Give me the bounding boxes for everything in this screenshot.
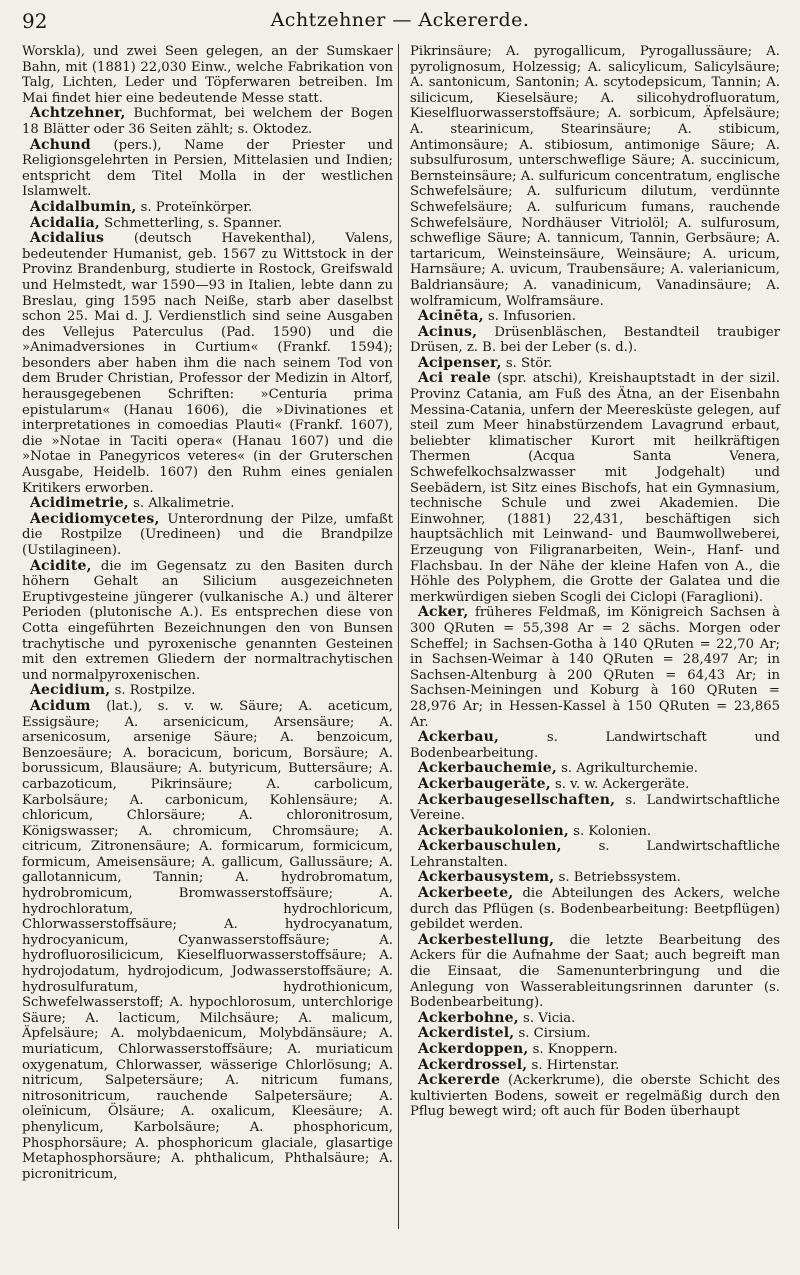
- dictionary-entry: [410, 870, 780, 886]
- dictionary-entry: [22, 699, 393, 1182]
- entry-headword: Ackerbau,: [418, 729, 500, 746]
- dictionary-entry: [410, 1058, 780, 1074]
- dictionary-entry: [410, 839, 780, 870]
- entry-text: die letzte Bearbeitung des Ackers für die Aufnahme der Saat; auch begreift man die Einsaat, die Samenunterbringung und die Anlegung von Wasserableitungsrinnen darunter (s. Bodenbearbeitung).: [410, 932, 780, 1011]
- entry-headword: Ackerbaukolonien,: [418, 822, 569, 839]
- left-column: [22, 44, 393, 1182]
- dictionary-entry: [410, 309, 780, 325]
- entry-headword: Ackerdrossel,: [418, 1056, 528, 1073]
- entry-headword: Ackerbaugesellschaften,: [418, 791, 616, 808]
- dictionary-entry: [22, 512, 393, 559]
- dictionary-entry: [410, 730, 780, 761]
- entry-text: s. Landwirtschaft und Bodenbearbeitung.: [410, 730, 780, 761]
- entry-text: s. Landwirtschaftliche Lehranstalten.: [410, 839, 780, 870]
- entry-text: (spr. atschi), Kreishauptstadt in der sizil. Provinz Catania, am Fuß des Ätna, an der Eisenbahn Messina-Catania, unfern der Meeresküste gelegen, auf steil zum Meer hinabstürzendem Lavagrund erbaut, beliebter klimatischer Kurort mit heilkräftigen Thermen (Acqua Santa Venera, Schwefelkochsalzwasser mit Jodgehalt) und Seebädern, ist Sitz eines Bischofs, hat ein Gymnasium, technische Schule und zwei Akademien. Die Einwohner, (1881) 22,431, beschäftigen sich hauptsächlich mit Leinwand- und Baumwollweberei, Erzeugung von Filigranarbeiten, Wein-, Hanf- und Flachsbau. In der Nähe der kleine Hafen von A., die Höhle des Polyphem, die Grotte der Galatea und die merkwürdigen sieben Scogli dei Ciclopi (Faraglioni).: [410, 371, 780, 605]
- dictionary-entry: [22, 138, 393, 200]
- dictionary-entry: [410, 761, 780, 777]
- entry-text: früheres Feldmaß, im Königreich Sachsen à 300 QRuten = 55,398 Ar = 2 sächs. Morgen oder Scheffel; in Sachsen-Gotha à 140 QRuten = 22,70 Ar; in Sachsen-Weimar à 140 QRuten = 28,497 Ar; in Sachsen-Altenburg à 200 QRuten = 64,43 Ar; in Sachsen-Meiningen und Koburg à 160 QRuten = 28,976 Ar; in Hessen-Kassel à 150 QRuten = 23,865 Ar.: [410, 605, 780, 730]
- entry-headword: Acidalbumin,: [30, 198, 137, 215]
- entry-text: s. Alkalimetrie.: [133, 496, 235, 512]
- entry-headword: Ackerbaugeräte,: [418, 775, 551, 792]
- dictionary-entry: [410, 371, 780, 605]
- entry-text: s. Knoppern.: [532, 1042, 618, 1057]
- entry-headword: Ackerbauchemie,: [418, 760, 557, 777]
- entry-headword: Acker,: [418, 604, 469, 621]
- dictionary-entry: [22, 559, 393, 684]
- entry-headword: Acidum: [30, 697, 91, 714]
- entry-text: s. Stör.: [505, 355, 553, 371]
- entry-text: s. Agrikulturchemie.: [561, 761, 698, 777]
- entry-text: Pikrinsäure; A. pyrogallicum, Pyrogallussäure; A. pyrolignosum, Holzessig; A. salicylicum, Salicylsäure; A. santonicum, Santonin; A. scytodepsicum, Tannin; A. silicicum, Kieselsäure; A. silicohydrofluoratum, Kieselfluorwasserstoffsäure; A. sorbicum, Äpfelsäure; A. stearinicum, Stearinsäure; A. stibicum, Antimonsäure; A. stibiosum, antimonige Säure; A. subsulfurosum, unterschweflige Säure; A. succinicum, Bernsteinsäure; A. sulfuricum concentratum, englische Schwefelsäure; A. sulfuricum dilutum, verdünnte Schwefelsäure; A. sulfuricum fumans, rauchende Schwefelsäure, Nordhäuser Vitriolöl; A. sulfurosum, schweflige Säure; A. tannicum, Tannin, Gerbsäure; A. tartaricum, Weinsteinsäure, Weinsäure; A. uricum, Harnsäure; A. uvicum, Traubensäure; A. valerianicum, Baldriansäure; A. vanadinicum, Vanadinsäure; A. wolframicum, Wolframsäure.: [410, 44, 780, 309]
- dictionary-entry: [410, 777, 780, 793]
- running-head: Achtzehner — Ackererde.: [270, 9, 530, 31]
- entry-headword: Ackerbeete,: [418, 885, 514, 902]
- entry-headword: Acidimetrie,: [30, 495, 129, 512]
- entry-headword: Ackerdistel,: [418, 1025, 515, 1042]
- entry-text: s. Betriebssystem.: [558, 870, 681, 886]
- entry-headword: Acidalia,: [30, 214, 100, 231]
- dictionary-entry: [22, 44, 393, 106]
- dictionary-entry: [410, 1011, 780, 1027]
- entry-headword: Achund: [30, 136, 91, 153]
- entry-headword: Ackerbestellung,: [418, 931, 555, 948]
- entry-headword: Ackererde: [418, 1072, 501, 1089]
- entry-text: s. Infusorien.: [488, 309, 576, 325]
- dictionary-entry: [22, 200, 393, 216]
- entry-text: (Ackerkrume), die oberste Schicht des kultivierten Bodens, soweit er regelmäßig durch den Pflug bewegt wird; oft auch für Boden überhaupt: [410, 1073, 780, 1120]
- column-divider: [398, 44, 399, 1229]
- dictionary-entry: [410, 824, 780, 840]
- dictionary-entry: [410, 1026, 780, 1042]
- dictionary-entry: [410, 356, 780, 372]
- entry-headword: Acidite,: [30, 557, 92, 574]
- entry-headword: Aecidiomycetes,: [30, 510, 160, 527]
- entry-text: die im Gegensatz zu den Basiten durch höhern Gehalt an Silicium ausgezeichneten Eruptivgesteine jüngerer (vulkanische A.) und älterer Perioden (plutonische A.). Es entsprechen diese von Cotta eingeführten Bezeichnungen den von Bunsen trachytische und pyroxenische genannten Gesteinen mit den extremen Gliedern der normaltrachytischen und normalpyroxenischen.: [22, 558, 393, 683]
- dictionary-entry: [22, 106, 393, 137]
- entry-headword: Achtzehner,: [30, 105, 126, 122]
- entry-headword: Aecidium,: [30, 682, 111, 699]
- dictionary-entry: [22, 231, 393, 496]
- right-column: [410, 44, 780, 1120]
- entry-text: die Abteilungen des Ackers, welche durch das Pflügen (s. Bodenbearbeitung: Beetpflügen) gebildet werden.: [410, 886, 780, 933]
- dictionary-entry: [410, 325, 780, 356]
- dictionary-entry: [22, 216, 393, 232]
- entry-text: s. Hirtenstar.: [531, 1057, 620, 1073]
- entry-text: s. Rostpilze.: [114, 683, 196, 699]
- entry-headword: Aci reale: [418, 370, 491, 387]
- dictionary-entry: [410, 933, 780, 1011]
- entry-headword: Acipenser,: [418, 354, 502, 371]
- dictionary-entry: [410, 1042, 780, 1058]
- entry-text: Unterordnung der Pilze, umfaßt die Rostpilze (Uredineen) und die Brandpilze (Ustilagineen).: [22, 511, 393, 558]
- page-header: [22, 9, 778, 39]
- entry-text: (pers.), Name der Priester und Religionsgelehrten in Persien, Mittelasien und Indien; entspricht dem Titel Molla in der westlichen Islamwelt.: [22, 137, 393, 200]
- entry-text: s. Vicia.: [523, 1010, 576, 1026]
- entry-text: (deutsch Havekenthal), Valens, bedeutender Humanist, geb. 1567 zu Wittstock in der Provinz Brandenburg, studierte in Rostock, Greifswald und Helmstedt, war 1590—93 in Italien, lebte dann zu Breslau, ging 1595 nach Neiße, starb aber daselbst schon 25. Mai d. J. Verdienstlich sind seine Ausgaben des Vellejus Paterculus (Pad. 1590) und die »Animadversiones in Curtium« (Frankf. 1594); besonders aber haben ihm die nach seinem Tod von dem Bruder Christian, Professor der Medizin in Altorf, herausgegebenen Schriften: »Centuria prima epistularum« (Hanau 1606), die »Divinationes et interpretationes in comoedias Plauti« (Frankf. 1607), die »Notae in Taciti opera« (Hanau 1607) und die »Notae in Panegyricos veteres« (in der Gruterschen Ausgabe, Heidelb. 1607) den Ruhm eines genialen Kritikers erworben.: [22, 231, 393, 496]
- entry-headword: Ackerbohne,: [418, 1009, 519, 1026]
- page-number: 92: [22, 9, 48, 33]
- entry-text: Drüsenbläschen, Bestandteil traubiger Drüsen, z. B. bei der Leber (s. d.).: [410, 324, 780, 356]
- dictionary-entry: [410, 1073, 780, 1120]
- entry-text: s. v. w. Ackergeräte.: [555, 776, 690, 792]
- entry-text: s. Cirsium.: [518, 1026, 591, 1042]
- entry-text: Buchformat, bei welchem der Bogen 18 Blätter oder 36 Seiten zählt; s. Oktodez.: [22, 106, 393, 137]
- dictionary-entry: [22, 683, 393, 699]
- entry-text: s. Kolonien.: [573, 823, 652, 839]
- entry-text: (lat.), s. v. w. Säure; A. aceticum, Essigsäure; A. arsenicicum, Arsensäure; A. arsenicosum, arsenige Säure; A. benzoicum, Benzoesäure; A. boracicum, boricum, Borsäure; A. borussicum, Blausäure; A. butyricum, Buttersäure; A. carbazoticum, Pikrinsäure; A. carbolicum, Karbolsäure; A. carbonicum, Kohlensäure; A. chloricum, Chlorsäure; A. chloronitrosum, Königswasser; A. chromicum, Chromsäure; A. citricum, Zitronensäure; A. formicarum, formicicum, formicum, Ameisensäure; A. gallicum, Gallussäure; A. gallotannicum, Tannin; A. hydrobromatum, hydrobromicum, Bromwasserstoffsäure; A. hydrochloratum, hydrochloricum, Chlorwasserstoffsäure; A. hydrocyanatum, hydrocyanicum, Cyanwasserstoffsäure; A. hydrofluorosilicicum, Kieselfluorwasserstoffsäure; A. hydrojodatum, hydrojodicum, Jodwasserstoffsäure; A. hydrosulfuratum, hydrothionicum, Schwefelwasserstoff; A. hypochlorosum, unterchlorige Säure; A. lacticum, Milchsäure; A. malicum, Äpfelsäure; A. molybdaenicum, Molybdänsäure; A. muriaticum, Chlorwasserstoffsäure; A. muriaticum oxygenatum, Chlorwasser, wässerige Chlorlösung; A. nitricum, Salpetersäure; A. nitricum fumans, nitrosonitricum, rauchende Salpetersäure; A. oleïnicum, Ölsäure; A. oxalicum, Kleesäure; A. phenylicum, Karbolsäure; A. phosphoricum, Phosphorsäure; A. phosphoricum glaciale, glasartige Metaphosphorsäure; A. phthalicum, Phthalsäure; A. picronitricum,: [22, 698, 393, 1182]
- dictionary-entry: [410, 793, 780, 824]
- entry-headword: Ackerbausystem,: [418, 869, 555, 886]
- entry-headword: Acinēta,: [418, 308, 484, 325]
- entry-headword: Acidalius: [30, 230, 105, 247]
- entry-text: s. Landwirtschaftliche Vereine.: [410, 792, 780, 824]
- entry-text: Worskla), und zwei Seen gelegen, an der Sumskaer Bahn, mit (1881) 22,030 Einw., welche Fabrikation von Talg, Lichten, Leder und Töpferwaren betreiben. Im Mai findet hier eine bedeutende Messe statt.: [22, 44, 393, 106]
- dictionary-entry: [22, 496, 393, 512]
- dictionary-entry: [410, 605, 780, 730]
- dictionary-entry: [410, 886, 780, 933]
- entry-text: s. Proteïnkörper.: [140, 199, 253, 215]
- entry-headword: Ackerbauschulen,: [418, 838, 562, 855]
- entry-headword: Ackerdoppen,: [418, 1041, 529, 1057]
- entry-text: Schmetterling, s. Spanner.: [104, 215, 283, 231]
- entry-headword: Acinus,: [418, 323, 478, 340]
- dictionary-entry: [410, 44, 780, 309]
